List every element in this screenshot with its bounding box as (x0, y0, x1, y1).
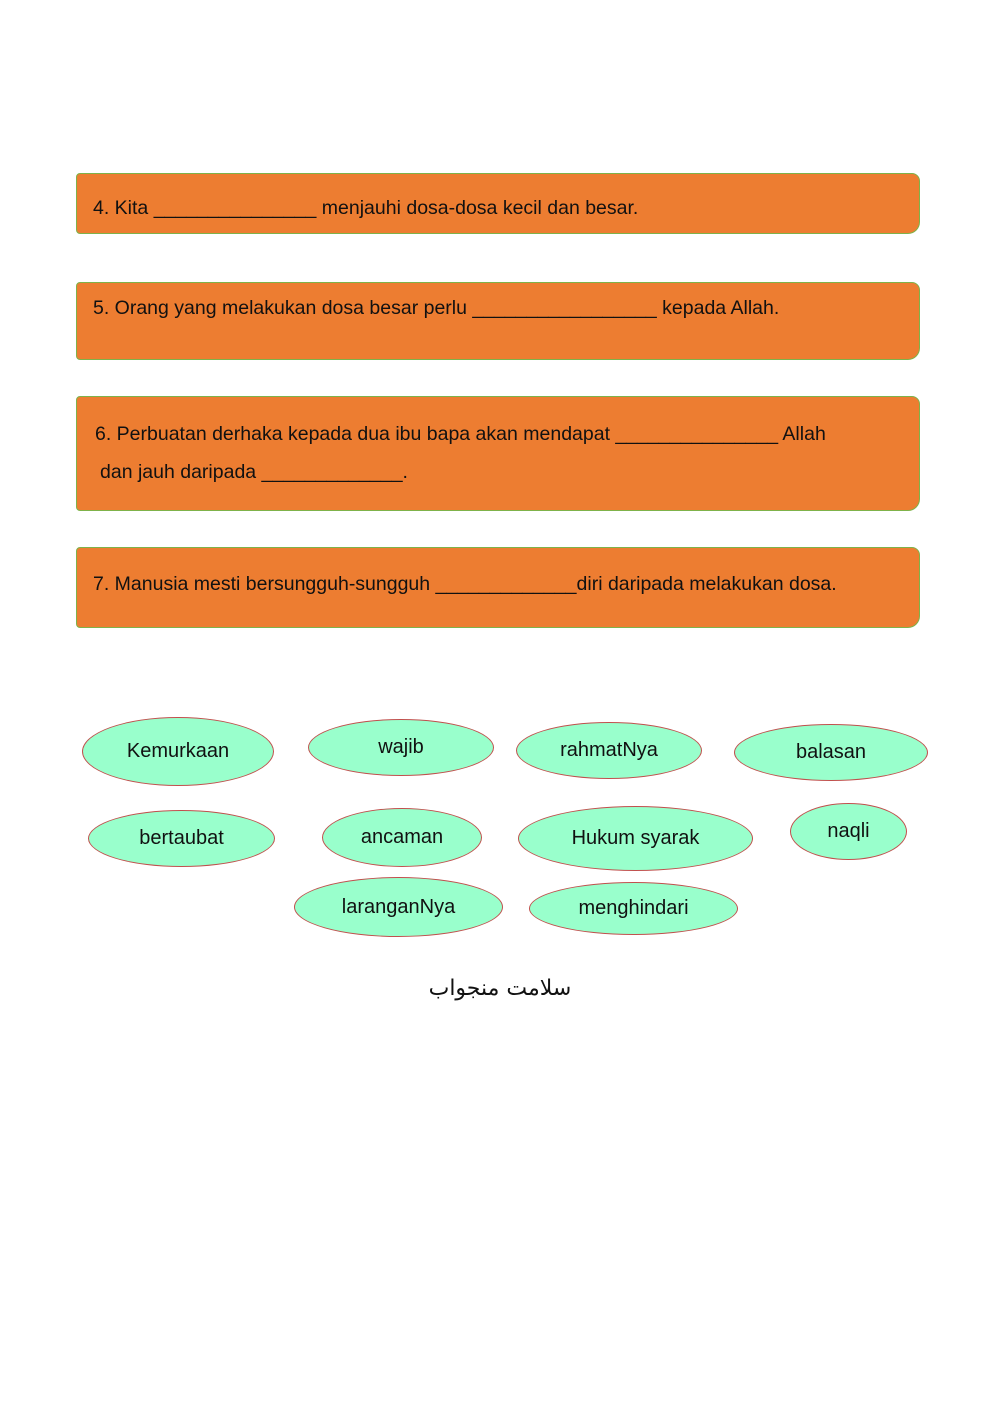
word-naqli[interactable]: naqli (790, 803, 907, 860)
question-6-text-line-1: 6. Perbuatan derhaka kepada dua ibu bapa akan mendapat _______________ Allah (95, 423, 826, 445)
word-rahmatnya[interactable]: rahmatNya (516, 722, 702, 779)
question-5-box (76, 282, 920, 360)
question-7-text: 7. Manusia mesti bersungguh-sungguh _____________diri daripada melakukan dosa. (93, 573, 837, 595)
question-4-box (76, 173, 920, 234)
closing-text: سلامت منجواب (428, 976, 572, 1001)
question-7-box (76, 547, 920, 628)
question-4-text: 4. Kita _______________ menjauhi dosa-dosa kecil dan besar. (93, 197, 639, 219)
word-larangannya[interactable]: laranganNya (294, 877, 503, 937)
word-bertaubat[interactable]: bertaubat (88, 810, 275, 867)
word-ancaman[interactable]: ancaman (322, 808, 482, 867)
word-wajib[interactable]: wajib (308, 719, 494, 776)
word-kemurkaan[interactable]: Kemurkaan (82, 717, 274, 786)
word-hukum-syarak[interactable]: Hukum syarak (518, 806, 753, 871)
question-6-text-line-2: dan jauh daripada _____________. (100, 461, 408, 483)
word-balasan[interactable]: balasan (734, 724, 928, 781)
word-menghindari[interactable]: menghindari (529, 882, 738, 935)
question-5-text: 5. Orang yang melakukan dosa besar perlu _________________ kepada Allah. (93, 297, 780, 319)
question-6-box (76, 396, 920, 511)
